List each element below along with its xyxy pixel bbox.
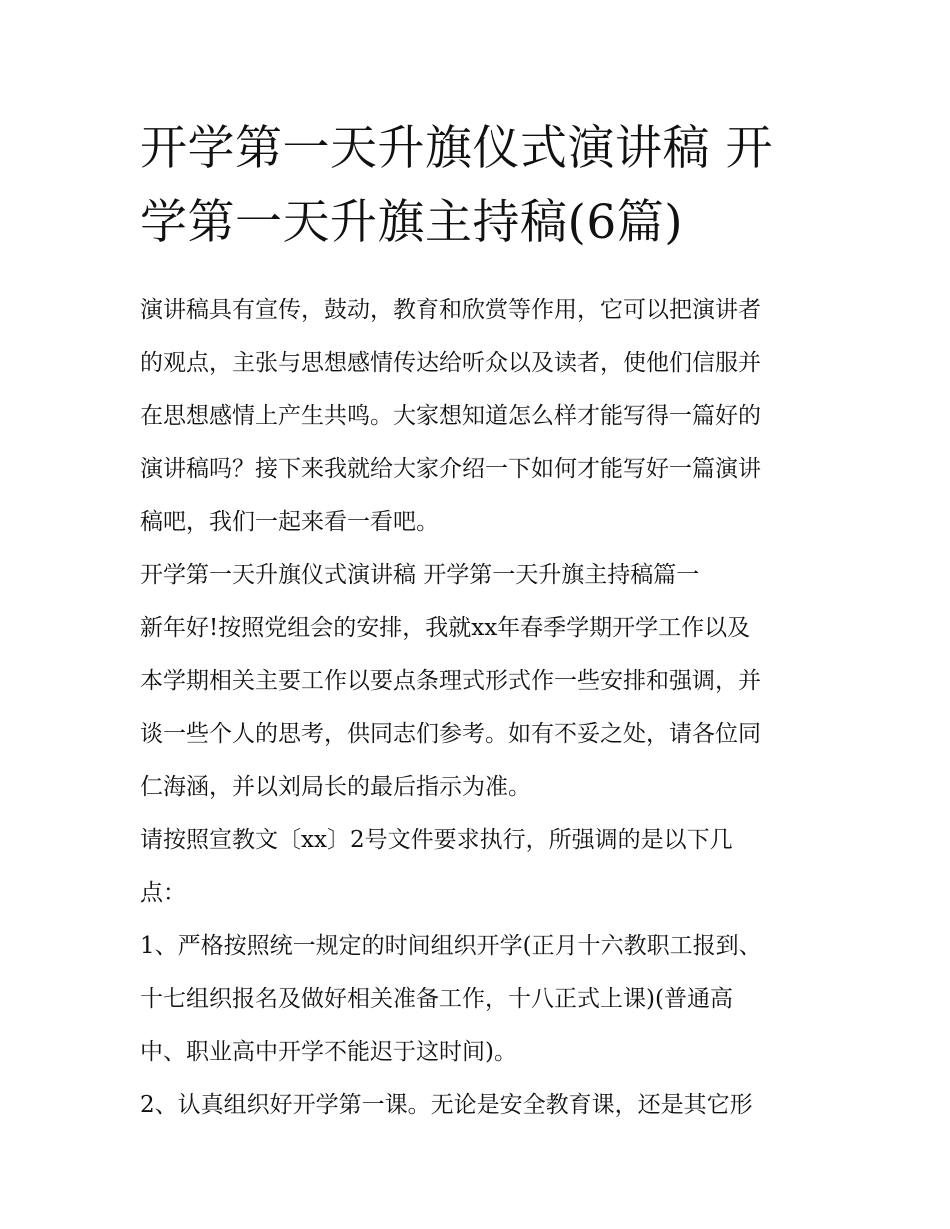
intro-paragraph <box>140 284 820 549</box>
greeting-line-1: 新年好!按照党组会的安排，我就xx年春季学期开学工作以及 <box>140 615 751 641</box>
title-line-1: 开学第一天升旗仪式演讲稿 开 <box>140 121 773 176</box>
intro-line-5: 稿吧，我们一起来看一看吧。 <box>140 509 439 535</box>
section-heading: 开学第一天升旗仪式演讲稿 开学第一天升旗主持稿篇一 <box>140 562 700 588</box>
greeting-line-3: 谈一些个人的思考，供同志们参考。如有不妥之处，请各位同 <box>140 721 761 747</box>
greeting-line-4: 仁海涵，并以刘局长的最后指示为准。 <box>140 774 531 800</box>
list-item-1 <box>140 920 820 1079</box>
instruction-line-1: 请按照宣教文〔xx〕2号文件要求执行，所强调的是以下几 <box>140 827 733 853</box>
list-item-2 <box>140 1079 820 1132</box>
item2-line-1: 2、认真组织好开学第一课。无论是安全教育课，还是其它形 <box>140 1092 753 1118</box>
intro-line-1: 演讲稿具有宣传，鼓动，教育和欣赏等作用，它可以把演讲者 <box>140 297 761 323</box>
intro-line-2: 的观点，主张与思想感情传达给听众以及读者，使他们信服并 <box>140 350 761 376</box>
title-line-2: 学第一天升旗主持稿(6篇) <box>140 195 684 250</box>
greeting-paragraph <box>140 602 820 814</box>
intro-line-4: 演讲稿吗？接下来我就给大家介绍一下如何才能写好一篇演讲 <box>140 456 761 482</box>
greeting-line-2: 本学期相关主要工作以要点条理式形式作一些安排和强调，并 <box>140 668 761 694</box>
intro-line-3: 在思想感情上产生共鸣。大家想知道怎么样才能写得一篇好的 <box>140 403 761 429</box>
item1-line-1: 1、严格按照统一规定的时间组织开学(正月十六教职工报到、 <box>140 933 762 959</box>
section-heading-block <box>140 549 820 602</box>
item1-line-3: 中、职业高中开学不能迟于这时间)。 <box>140 1039 517 1065</box>
document-title <box>140 112 820 260</box>
item1-line-2: 十七组织报名及做好相关准备工作，十八正式上课)(普通高 <box>140 986 733 1012</box>
instruction-paragraph <box>140 814 820 920</box>
document-body <box>140 112 820 1132</box>
instruction-line-2: 点： <box>140 880 186 906</box>
